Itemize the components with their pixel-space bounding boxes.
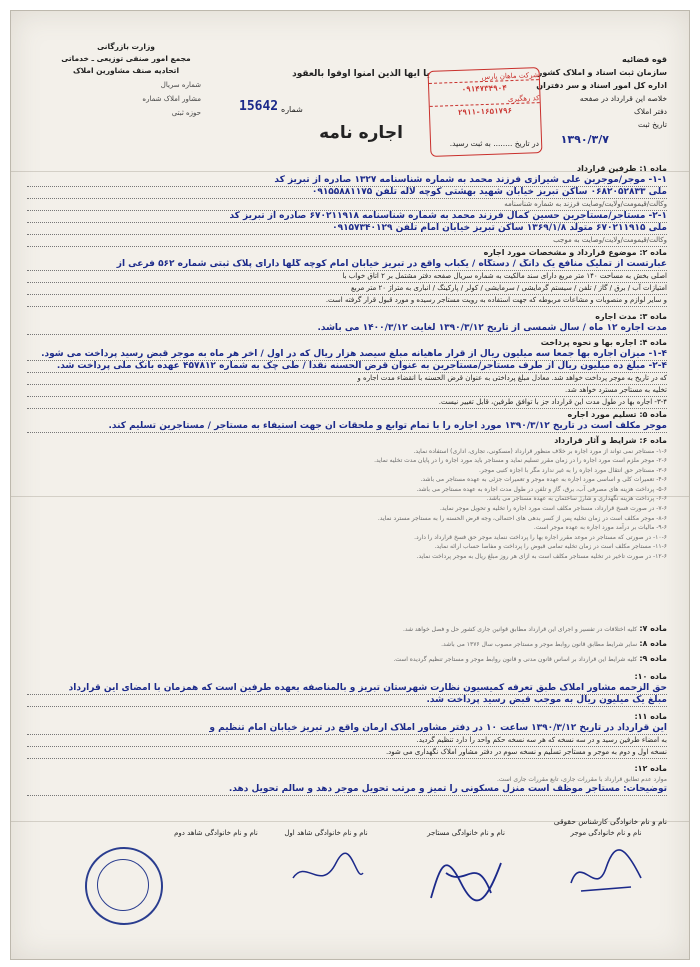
section-heading: ماده ۴: اجاره بها و نحوه پرداخت <box>540 338 667 347</box>
registration-date: ۱۳۹۰/۳/۷ <box>560 133 609 146</box>
witness1-signature <box>271 829 381 903</box>
section-delivery <box>27 409 667 433</box>
stamp-phone: ۰۹۱۴۷۳۴۹۰۴ <box>429 79 539 95</box>
section-9 <box>27 653 667 666</box>
handwritten-text: توضیحات: مستاجر موظف است منزل مسکونی را تمیز و مرتب تحویل موجر دهد و سالم تحویل دهد. <box>228 784 667 795</box>
field-line: که در تاریخ به موجر پرداخت خواهد شد. معادل مبلغ پرداختی به عنوان قرض الحسنه با انقضاء مدت اجاره و <box>27 373 667 385</box>
page-title: اجاره نامه <box>319 123 403 143</box>
serial-number: 15642 <box>239 99 279 114</box>
handwritten-text: ملی ۶۷۰۲۱۱۹۱۵ متولد ۱۳۶۹/۱/۸ ساکن تبریز خیابان امام تلفن ۰۹۱۵۷۳۴۰۱۲۹ <box>332 222 667 233</box>
date-label-text: در تاریخ <box>514 139 539 148</box>
signature-label: نام و نام خانوادگی شاهد اول <box>284 829 368 837</box>
field-line: نسخه اول و دوم به موجر و مستاجر تسلیم و نسخه سوم در دفتر مشاور املاک نگهداری می شود. <box>27 747 667 759</box>
section-heading: ماده ۲: موضوع قرارداد و مشخصات مورد اجاره <box>483 248 667 257</box>
handwritten-text: حق الزحمه مشاور املاک طبق تعرفه کمیسیون نظارت شهرستان تبریز و بالمناصفه بعهده طرفین است که همزمان با امضای این قرارداد <box>68 682 667 693</box>
field-line: اصلی بخش به مساحت ۱۴۰ متر مربع دارای سند مالکیت به شماره سریال صفحه دفتر مشتمل بر ۲ اتاق خواب با <box>27 271 667 283</box>
header-line: تاریخ ثبت <box>637 120 667 129</box>
date-suffix: به ثبت رسید. <box>449 139 491 148</box>
section-heading: ماده ۷: <box>639 624 667 633</box>
signature-label: نام و نام خانوادگی شاهد دوم <box>174 829 258 837</box>
date-label: در تاریخ ........ به ثبت رسید. <box>449 139 539 148</box>
section-heading: ماده ۱۱: <box>634 712 667 721</box>
section-rent <box>27 337 667 409</box>
clause: ۴-۶- تعمیرات کلی و اساسی مورد اجاره به عهده موجر و تعمیرات جزئی به عهده مستاجر می باشد. <box>420 476 667 484</box>
clause: ۶-۶- پرداخت هزینه نگهداری و شارژ ساختمان به عهده مستاجر می باشد. <box>486 495 667 503</box>
section-12 <box>27 763 667 796</box>
clause: ۵-۶- پرداخت هزینه های مصرفی آب، برق، گاز و تلفن در طول مدت اجاره به عهده مستاجر می باشد. <box>416 485 667 493</box>
field-line <box>27 723 667 735</box>
handwritten-text: مبلغ یک میلیون ریال به موجب قبض رسید پرداخت شد. <box>426 694 667 705</box>
serial-field-label: شماره سریال <box>160 81 201 89</box>
field-line: وکالت/قیمومت/ولایت/وصایت به موجب <box>27 235 667 247</box>
section-heading: ماده ۸: <box>639 639 667 648</box>
header-line: مجمع امور صنفی توزیعی ـ خدماتی <box>61 54 191 63</box>
handwritten-text: ملی ۰۶۸۲۰۵۲۸۳۳ ساکن تبریز خیابان شهید بهشتی کوچه لاله تلفن ۰۹۱۵۵۸۸۱۱۷۵ <box>311 186 667 197</box>
lessee-signature <box>411 829 521 913</box>
field-line <box>27 323 667 335</box>
stamp-phone: ۲۹۱۱-۱۶۵۱۷۹۶ <box>430 102 540 118</box>
clause: ۱۰-۶- در صورتی که مستاجر در موعد مقرر اجاره بها را پرداخت ننماید موجر حق فسخ قرارداد را دارد. <box>414 533 667 541</box>
field-line <box>27 361 667 373</box>
field-line <box>27 211 667 223</box>
clause: ۲-۶- موجر ملزم است مورد اجاره را در زمان مقرر تسلیم نماید و مستاجر باید مورد اجاره را در پایان مدت تخلیه نماید. <box>374 457 667 465</box>
header-line: قوه قضائیه <box>621 55 667 64</box>
section-7 <box>27 623 667 636</box>
field-line: به امضاء طرفین رسید و در سه نسخه که هر سه نسخه حکم واحد را دارد تنظیم گردید. <box>27 735 667 747</box>
handwritten-text: این قرارداد در تاریخ ۱۳۹۰/۳/۱۲ ساعت ۱۰ در دفتر مشاور املاک آرمان واقع در تبریز خیابان امام تنظیم و <box>209 722 667 733</box>
field-line <box>27 223 667 235</box>
header-line: اداره کل امور اسناد و سر دفتران <box>536 81 667 90</box>
quran-motto: یا ایها الذین امنوا اوفوا بالعقود <box>292 69 430 79</box>
field-line: ۳-۴- اجاره بها در طول مدت این قرارداد جز با توافق طرفین، قابل تغییر نیست. <box>27 397 667 409</box>
clause: سایر شرایط مطابق قانون روابط موجر و مستاجر مصوب سال ۱۳۷۶ می باشد. <box>441 641 638 648</box>
registry-zone-label: حوزه ثبتی <box>171 109 201 117</box>
handwritten-text: مدت اجاره ۱۲ ماه / سال شمسی از تاریخ ۱۳۹۰/۳/۱۲ لغایت ۱۴۰۰/۳/۱۲ می باشد. <box>317 322 667 333</box>
field-line <box>27 175 667 187</box>
handwritten-text: ۲-۴- مبلغ ده میلیون ریال از طرف مستاجر/مستاجرین به عنوان قرض الحسنه نقداً / طی چک به شماره ۴۵۷۸۱۲ عهده بانک ملی پرداخت شد. <box>56 360 667 371</box>
handwritten-text: ۲-۱- مستاجر/مستاجرین حسین کمال فرزند محمد به شماره شناسنامه ۶۷۰۲۱۱۹۱۸ صادره از تبریز کد <box>229 210 667 221</box>
section-heading: ماده ۹: <box>639 654 667 663</box>
clause: ۹-۶- مالیات بر درآمد مورد اجاره به عهده موجر است. <box>533 524 667 532</box>
clause: کلیه اختلافات در تفسیر و اجرای این قرارداد مطابق قوانین جاری کشور حل و فصل خواهد شد. <box>402 626 638 633</box>
stamp-line: شرکت ماهان پارس <box>481 71 539 82</box>
field-line: وکالت/قیمومت/ولایت/وصایت فرزند به شماره شناسنامه <box>27 199 667 211</box>
clause: موارد عدم تطابق قرارداد با مقررات جاری، تابع مقررات جاری است. <box>496 775 667 783</box>
clause: ۱۲-۶- در صورت تاخیر در تخلیه مستاجر مکلف است به ازای هر روز مبلغ ریال به موجر پرداخت نماید. <box>416 553 667 561</box>
lease-document-page <box>10 10 690 960</box>
section-heading: ماده ۳: مدت اجاره <box>595 312 667 321</box>
lessee-signature-scribble <box>416 843 516 913</box>
header-line: دفتر املاک <box>634 107 667 116</box>
section-heading: ماده ۱: طرفین قرارداد <box>577 164 667 173</box>
field-line <box>27 695 667 707</box>
field-line <box>27 683 667 695</box>
field-line: تخلیه به مستاجر مسترد خواهد شد. <box>27 385 667 397</box>
section-parties <box>27 163 667 247</box>
header-line: اتحادیه صنف مشاورین املاک <box>72 66 180 75</box>
field-line <box>27 259 667 271</box>
stamp-line: کد رهگیری <box>507 94 540 104</box>
witness1-signature-scribble <box>281 843 371 903</box>
section-heading: ماده ۵: تسلیم مورد اجاره <box>567 410 667 419</box>
section-subject <box>27 247 667 307</box>
clause: ۱-۶- مستاجر نمی تواند از مورد اجاره بر خلاف منظور قرارداد (مسکونی، تجاری، اداری) استفاده نماید. <box>413 447 667 455</box>
handwritten-text: ۱-۱- موجر/موجرین علی شیرازی فرزند محمد به شماره شناسنامه ۱۳۲۷ صادره از تبریز کد <box>274 174 667 185</box>
clause: ۷-۶- در صورت فسخ قرارداد، مستاجر مکلف است مورد اجاره را تخلیه و تحویل موجر نماید. <box>439 505 667 513</box>
handwritten-text: ۱-۴- میزان اجاره بها جمعاً سه میلیون ریال از قرار ماهیانه مبلغ سیصد هزار ریال که در اول / آخر هر ماه به موجر قبض رسید پرداخت می شود. <box>41 348 667 359</box>
clause: ۸-۶- موجر مکلف است در زمان تخلیه پس از کسر بدهی های احتمالی، وجه قرض الحسنه را به مستاجر مسترد نماید. <box>377 514 667 522</box>
section-heading: ماده ۱۰: <box>634 672 667 681</box>
serial-label: شماره <box>281 105 303 114</box>
field-line <box>27 349 667 361</box>
clause: ۱۱-۶- مستاجر مکلف است در زمان تخلیه تمامی قبوض را پرداخت و مفاصا حساب ارائه نماید. <box>434 543 667 551</box>
header-line: سازمان ثبت اسناد و املاک کشور <box>537 68 667 77</box>
section-conditions <box>27 435 667 562</box>
lessor-signature <box>551 829 661 903</box>
section-heading: ماده ۱۲: <box>634 764 667 773</box>
seal-inner-ring <box>97 859 149 911</box>
header-line: وزارت بازرگانی <box>97 42 155 51</box>
signature-label: نام و نام خانوادگی موجر <box>570 829 642 837</box>
witness2-signature <box>161 829 271 837</box>
section-heading: ماده ۶: شرایط و آثار قرارداد <box>554 436 667 445</box>
field-line: و سایر لوازم و منصوبات و مشاعات مربوطه که جهت استفاده به رویت مستاجر رسیده و مورد قبول قرار گرفته است. <box>27 295 667 307</box>
section-11 <box>27 711 667 759</box>
ministry-header <box>51 41 201 119</box>
field-line <box>27 187 667 199</box>
clause: کلیه شرایط این قرارداد بر اساس قانون مدنی و قانون روابط موجر و مستاجر تنظیم گردیده است. <box>393 656 638 663</box>
clause: ۳-۶- مستاجر حق انتقال مورد اجاره را به غیر ندارد مگر با اجازه کتبی موجر. <box>479 466 667 474</box>
section-8 <box>27 638 667 651</box>
signature-label: نام و نام خانوادگی مستاجر <box>427 829 505 837</box>
handwritten-text: موجر مکلف است در تاریخ ۱۳۹۰/۳/۱۲ مورد اجاره را با تمام توابع و ملحقات آن جهت استیفاء به مستاجر / مستاجرین تسلیم کند. <box>108 420 667 431</box>
field-line: امتیازات آب / برق / گاز / تلفن / سیستم گرمایشی / سرمایشی / کولر / پارکینگ / انباری به متراژ ۲۰ متر مربع <box>27 283 667 295</box>
union-seal <box>85 847 163 925</box>
header-line: خلاصه این قرارداد در صفحه <box>579 94 667 103</box>
lessor-signature-scribble <box>561 843 651 903</box>
agency-number-label: مشاور املاک شماره <box>142 95 201 103</box>
field-line <box>27 421 667 433</box>
field-line <box>27 784 667 796</box>
legal-expert-label: نام و نام خانوادگی کارشناس حقوقی <box>553 817 667 826</box>
section-10 <box>27 671 667 707</box>
handwritten-text: عبارتست از تملیک منافع یک دانگ / دستگاه / یکباب واقع در تبریز خیابان امام کوچه گلها دارای پلاک ثبتی شماره ۵۶۲ فرعی از <box>116 258 667 269</box>
section-term <box>27 311 667 335</box>
